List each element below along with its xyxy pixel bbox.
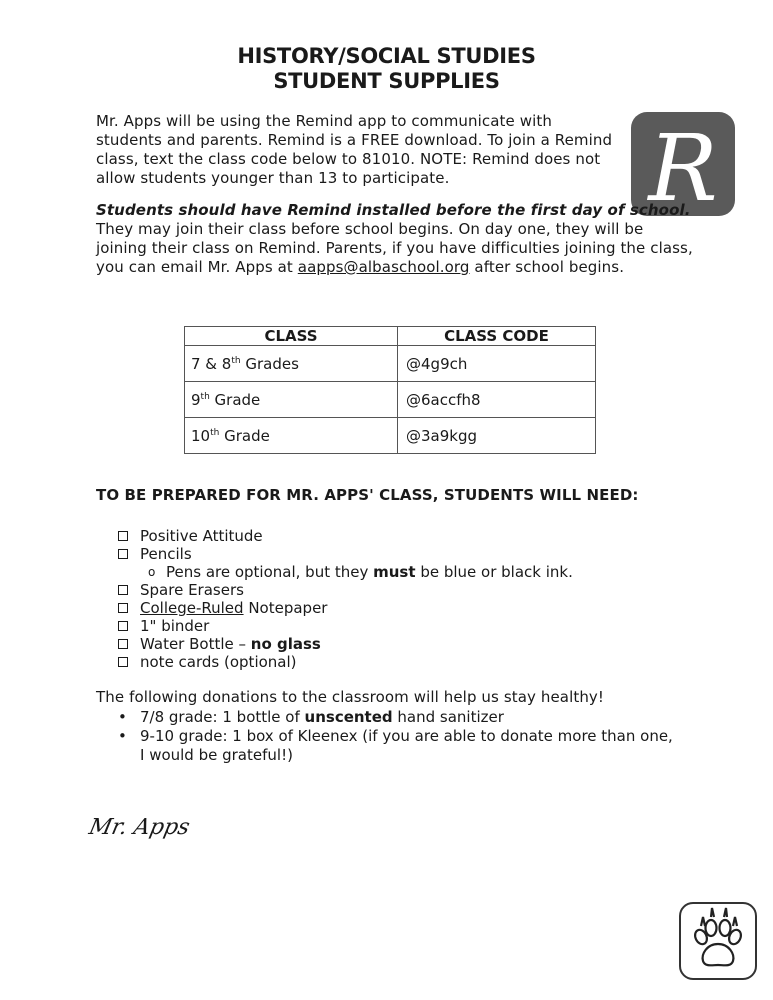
title-line-2: STUDENT SUPPLIES	[273, 69, 500, 93]
circle-bullet-icon: o	[148, 565, 156, 579]
list-item	[118, 581, 573, 599]
item-label: Pencils	[140, 545, 192, 563]
item-label: Pens are optional, but they	[166, 563, 374, 581]
grade-number: 10	[191, 426, 211, 445]
instructions-paragraph	[96, 201, 696, 277]
item-label-end: hand sanitizer	[392, 708, 504, 726]
grade-cell	[185, 346, 398, 382]
paw-print-icon	[679, 902, 757, 980]
item-label: 7/8 grade: 1 bottle of	[140, 708, 305, 726]
code-cell: @4g9ch	[398, 346, 596, 382]
document-title	[0, 44, 773, 94]
item-underlined: College-Ruled	[140, 599, 244, 617]
item-label: Positive Attitude	[140, 527, 263, 545]
donations-intro: The following donations to the classroom will help us stay healthy!	[96, 688, 605, 706]
grade-cell	[185, 382, 398, 418]
checkbox-icon	[118, 639, 128, 649]
list-item	[118, 527, 573, 545]
list-item	[118, 653, 573, 671]
item-label: Water Bottle –	[140, 635, 251, 653]
table-row	[185, 418, 596, 454]
checkbox-icon	[118, 657, 128, 667]
code-cell: @3a9kgg	[398, 418, 596, 454]
supplies-checklist	[118, 527, 573, 671]
item-label: note cards (optional)	[140, 653, 297, 671]
signature-text: Mr. Apps	[86, 814, 193, 840]
donations-list	[118, 708, 678, 765]
sub-list-item	[118, 563, 573, 581]
list-item	[118, 635, 573, 653]
list-item	[118, 545, 573, 563]
remind-logo-letter: R	[648, 115, 718, 222]
checkbox-icon	[118, 549, 128, 559]
list-item	[118, 708, 678, 727]
checkbox-icon	[118, 585, 128, 595]
checkbox-icon	[118, 531, 128, 541]
checkbox-icon	[118, 603, 128, 613]
signature	[86, 806, 193, 846]
item-label: Notepaper	[243, 599, 328, 617]
item-emphasis: must	[373, 563, 416, 581]
table-header-row	[185, 327, 596, 346]
grade-label: Grade	[219, 426, 270, 445]
instructions-text: They may join their class before school begins. On day one, they will be joining their class on Remind. Parents, if you have difficulties joining the class, you can email Mr. Apps at	[96, 220, 693, 276]
item-emphasis: no glass	[250, 635, 321, 653]
grade-suffix: th	[210, 427, 220, 438]
header-class-code: CLASS CODE	[398, 327, 596, 346]
grade-label: Grade	[209, 390, 261, 409]
instructions-emphasis: Students should have Remind installed before the first day of school.	[96, 201, 691, 219]
grade-suffix: th	[200, 391, 210, 402]
item-label-end: be blue or black ink.	[415, 563, 573, 581]
supplies-heading: TO BE PREPARED FOR MR. APPS' CLASS, STUDENTS WILL NEED:	[96, 486, 639, 504]
item-emphasis: unscented	[304, 708, 393, 726]
item-label: 1" binder	[140, 617, 210, 635]
instructions-end: after school begins.	[469, 258, 625, 276]
list-item	[118, 617, 573, 635]
grade-number: 7 & 8	[191, 354, 232, 373]
class-code-table	[184, 326, 596, 454]
table-row	[185, 382, 596, 418]
title-line-1: HISTORY/SOCIAL STUDIES	[237, 44, 536, 68]
email-link[interactable]: aapps@albaschool.org	[297, 258, 470, 276]
code-cell: @6accfh8	[398, 382, 596, 418]
grade-label: Grades	[240, 354, 299, 373]
checkbox-icon	[118, 621, 128, 631]
list-item: • 9-10 grade: 1 box of Kleenex (if you are able to donate more than one, I would be grateful!)	[118, 727, 678, 765]
intro-paragraph: Mr. Apps will be using the Remind app to communicate with students and parents. Remind is a FREE download. To join a Remind class, text the class code below to 81010. NOTE: Remind does not allow students younger than 13 to participate.	[96, 112, 613, 187]
grade-number: 9	[191, 390, 201, 409]
header-class: CLASS	[185, 327, 398, 346]
table-row	[185, 346, 596, 382]
item-label: Spare Erasers	[140, 581, 244, 599]
grade-cell	[185, 418, 398, 454]
list-item	[118, 599, 573, 617]
grade-suffix: th	[231, 355, 241, 366]
